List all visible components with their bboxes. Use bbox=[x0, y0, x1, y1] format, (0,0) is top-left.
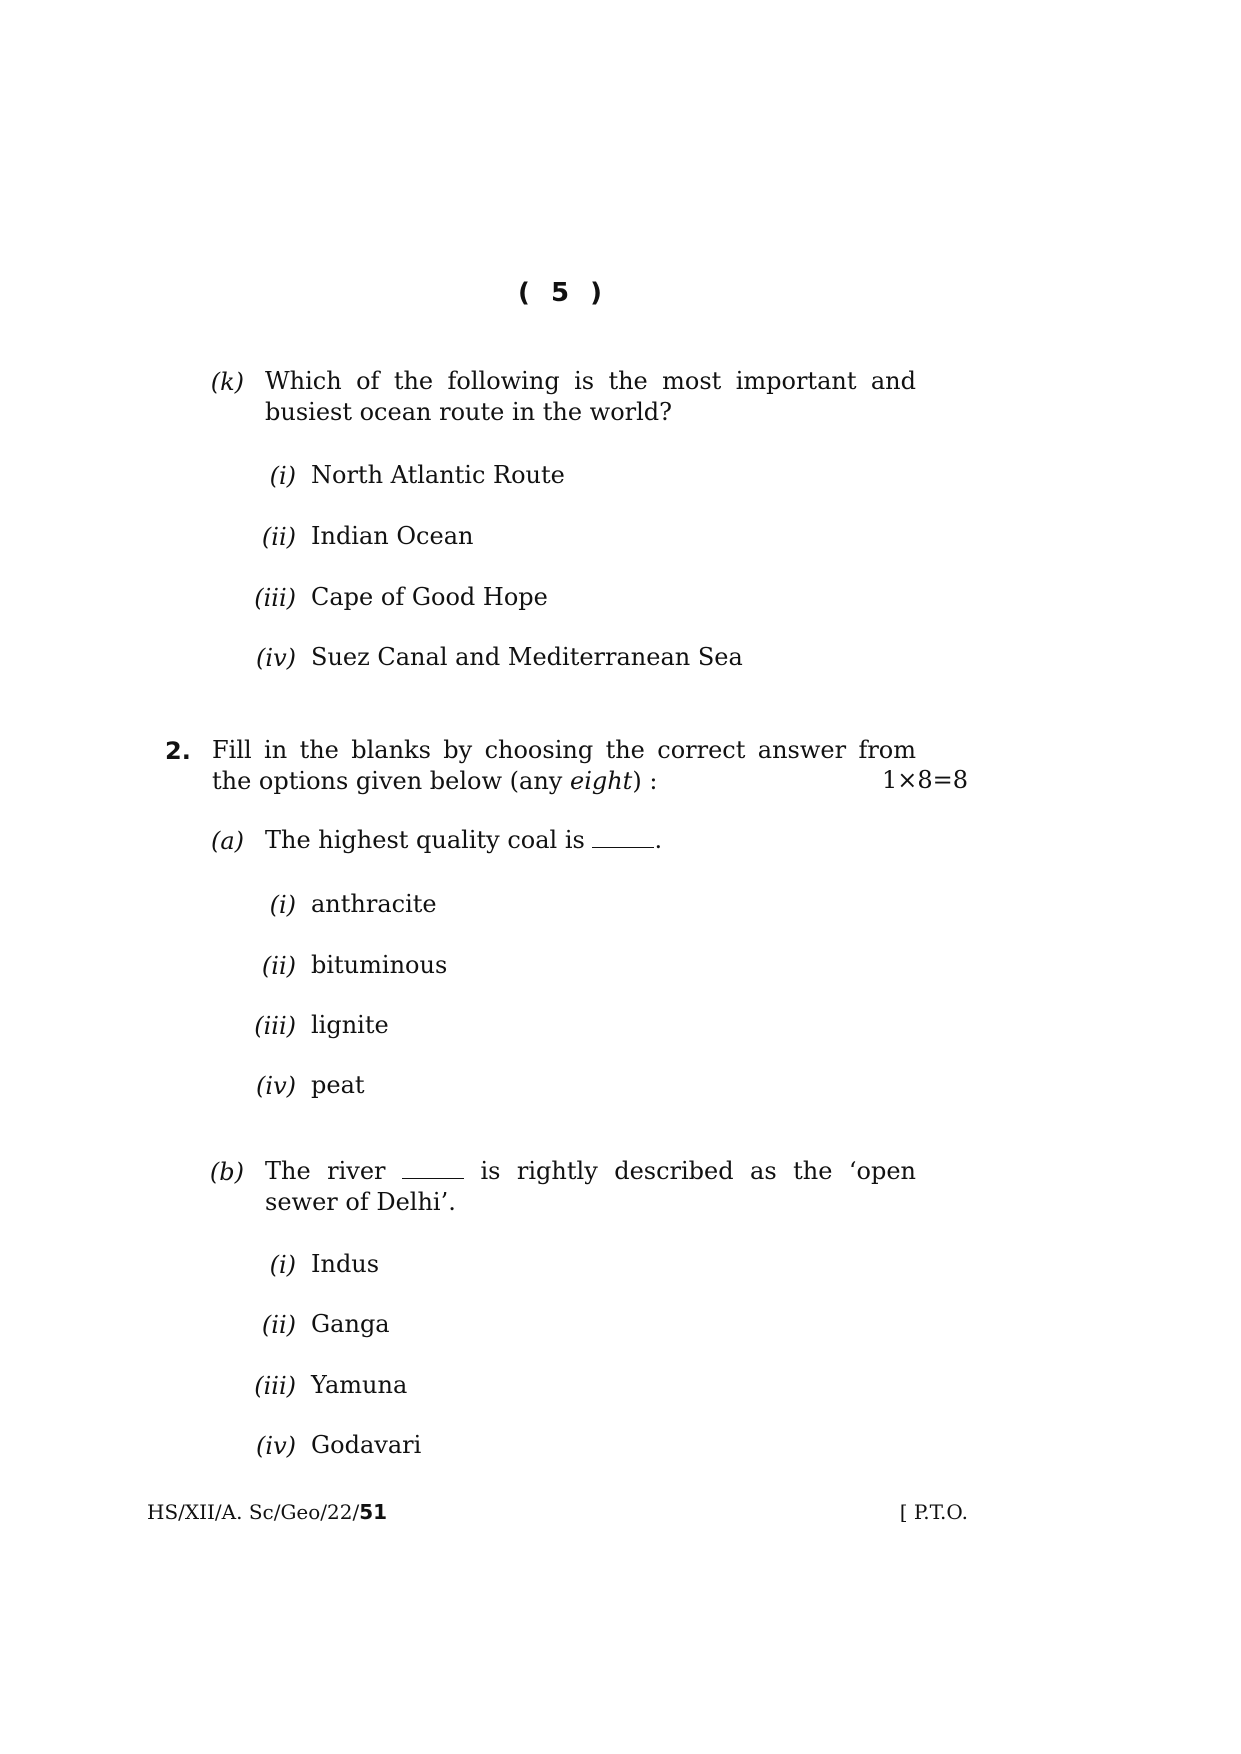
fill-in-blank bbox=[402, 1177, 464, 1179]
option-text: Cape of Good Hope bbox=[311, 583, 548, 611]
option-text: North Atlantic Route bbox=[311, 461, 565, 489]
option-label: (iii) bbox=[254, 584, 296, 612]
option-label: (i) bbox=[269, 462, 296, 490]
option-text: peat bbox=[311, 1071, 365, 1099]
option-text: bituminous bbox=[311, 951, 448, 979]
question-a-text: The highest quality coal is . bbox=[265, 826, 663, 854]
option-label: (iv) bbox=[256, 644, 296, 672]
question-2-line-1: Fill in the blanks by choosing the correct answer from bbox=[212, 736, 916, 764]
option-label: (iv) bbox=[256, 1432, 296, 1460]
option-text: Ganga bbox=[311, 1310, 390, 1338]
question-k-line-1: Which of the following is the most important and bbox=[265, 367, 916, 395]
page-number: ( 5 ) bbox=[518, 278, 608, 308]
option-label: (i) bbox=[269, 1251, 296, 1279]
question-b-line-2: sewer of Delhi’. bbox=[265, 1188, 456, 1216]
option-text: anthracite bbox=[311, 890, 437, 918]
marks-allocation: 1×8=8 bbox=[881, 766, 968, 794]
option-text: Yamuna bbox=[311, 1371, 408, 1399]
option-text: lignite bbox=[311, 1011, 389, 1039]
option-text: Indus bbox=[311, 1250, 380, 1278]
pto-note: [ P.T.O. bbox=[899, 1500, 968, 1524]
option-text: Suez Canal and Mediterranean Sea bbox=[311, 643, 743, 671]
option-label: (ii) bbox=[261, 952, 296, 980]
question-k-line-2: busiest ocean route in the world? bbox=[265, 398, 673, 426]
option-text: Godavari bbox=[311, 1431, 422, 1459]
question-b-line-1: The river is rightly described as the ‘open bbox=[265, 1157, 917, 1185]
option-label: (iii) bbox=[254, 1012, 296, 1040]
option-text: Indian Ocean bbox=[311, 522, 474, 550]
question-label-b: (b) bbox=[209, 1158, 244, 1186]
option-label: (ii) bbox=[261, 1311, 296, 1339]
fill-in-blank bbox=[592, 846, 654, 848]
question-label-k: (k) bbox=[210, 368, 244, 396]
option-label: (i) bbox=[269, 891, 296, 919]
paper-code: HS/XII/A. Sc/Geo/22/51 bbox=[147, 1500, 388, 1524]
question-2-line-2: the options given below (any eight) : bbox=[212, 767, 658, 795]
question-number-2: 2. bbox=[165, 737, 191, 765]
option-label: (iv) bbox=[256, 1072, 296, 1100]
option-label: (iii) bbox=[254, 1372, 296, 1400]
option-label: (ii) bbox=[261, 523, 296, 551]
question-label-a: (a) bbox=[210, 827, 244, 855]
